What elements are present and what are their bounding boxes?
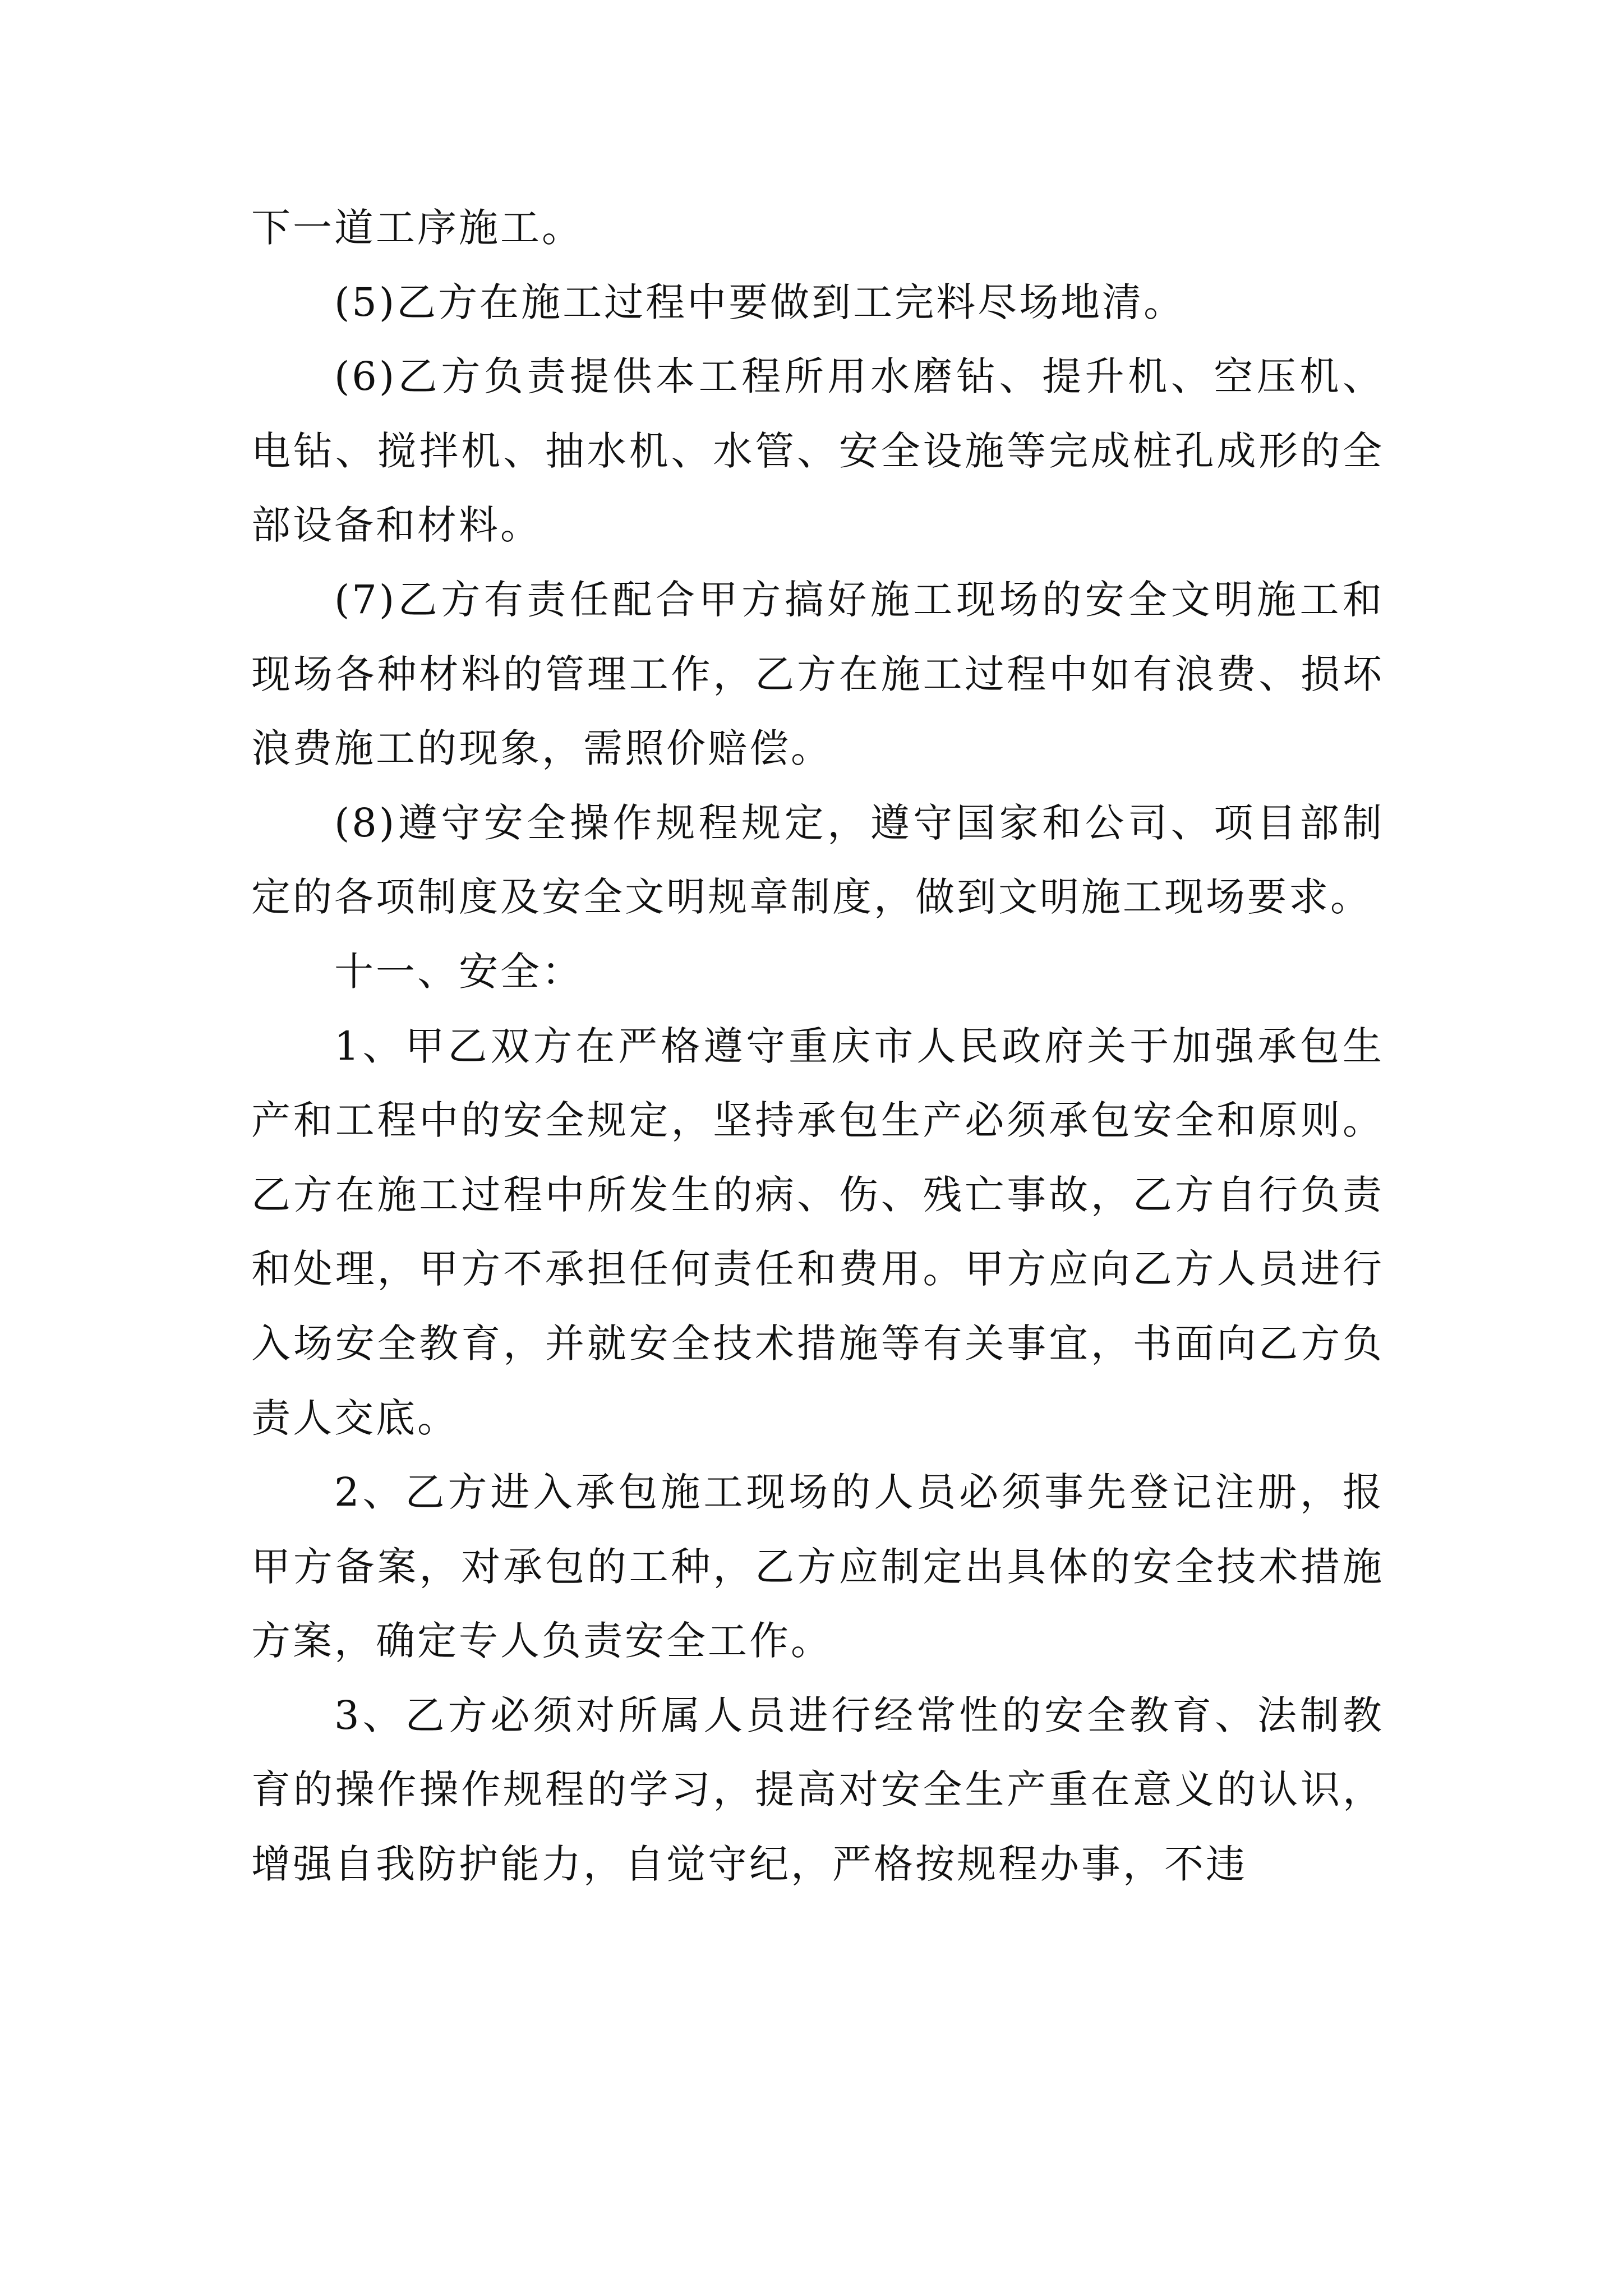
document-page	[251, 191, 1384, 1902]
paragraph-safety-1: 1、甲乙双方在严格遵守重庆市人民政府关于加强承包生产和工程中的安全规定，坚持承包生产必须承包安全和原则。乙方在施工过程中所发生的病、伤、残亡事故，乙方自行负责和处理，甲方不承担任何责任和费用。甲方应向乙方人员进行入场安全教育，并就安全技术措施等有关事宜，书面向乙方负责人交底。	[251, 1023, 1384, 1441]
paragraph-item-5: (5)乙方在施工过程中要做到工完料尽场地清。	[334, 279, 1186, 325]
paragraph-safety-2: 2、乙方进入承包施工现场的人员必须事先登记注册，报甲方备案，对承包的工种，乙方应制定出具体的安全技术措施方案，确定专人负责安全工作。	[251, 1469, 1384, 1664]
paragraph-item-8: (8)遵守安全操作规程规定，遵守国家和公司、项目部制定的各项制度及安全文明规章制度，做到文明施工现场要求。	[251, 799, 1384, 921]
section-heading-safety: 十一、安全：	[334, 948, 583, 995]
paragraph-continuation: 下一道工序施工。	[251, 205, 583, 251]
paragraph-item-6: (6)乙方负责提供本工程所用水磨钻、提升机、空压机、电钻、搅拌机、抽水机、水管、安全设施等完成桩孔成形的全部设备和材料。	[251, 353, 1384, 549]
paragraph-safety-3: 3、乙方必须对所属人员进行经常性的安全教育、法制教育的操作操作规程的学习，提高对安全生产重在意义的认识，增强自我防护能力，自觉守纪，严格按规程办事，不违	[251, 1692, 1384, 1888]
paragraph-item-7: (7)乙方有责任配合甲方搞好施工现场的安全文明施工和现场各种材料的管理工作，乙方在施工过程中如有浪费、损坏浪费施工的现象，需照价赔偿。	[251, 576, 1384, 772]
